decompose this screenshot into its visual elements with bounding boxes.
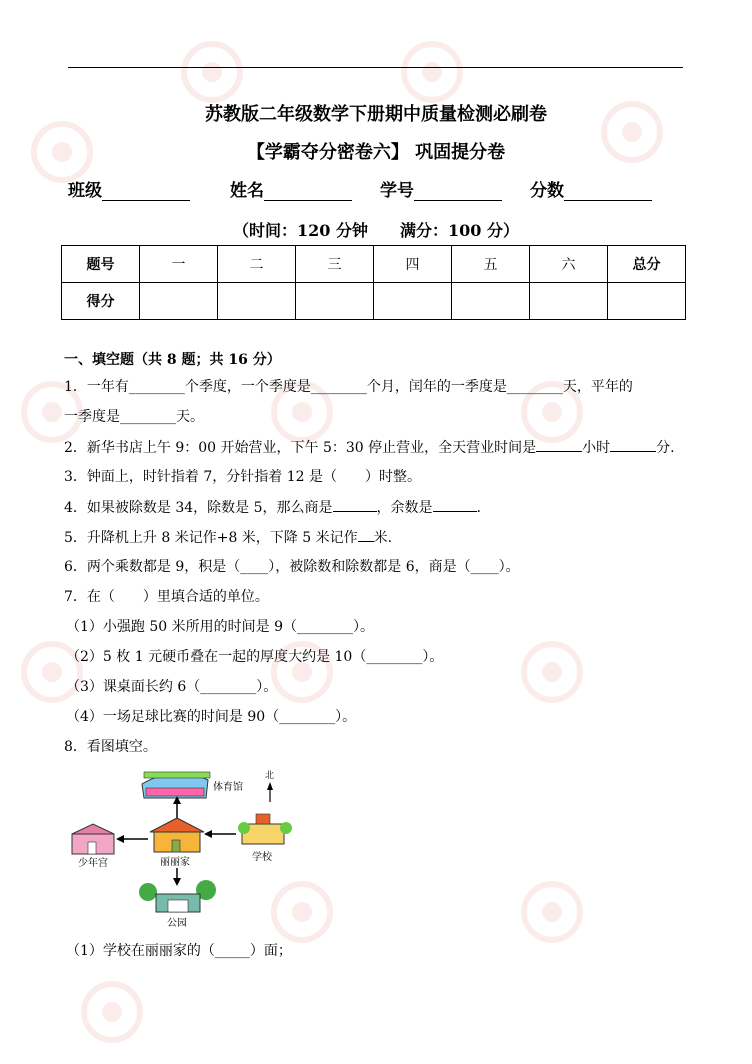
class-field xyxy=(68,176,190,201)
score-cell[interactable] xyxy=(140,283,218,320)
score-label: 分数 xyxy=(530,181,564,201)
header-rule xyxy=(68,67,683,68)
question-1-line-2: 一季度是________天。 xyxy=(64,409,204,425)
page-title: 苏教版二年级数学下册期中质量检测必刷卷 xyxy=(205,104,547,125)
score-table-header-row xyxy=(62,246,686,283)
time-info: （时间：120 分钟 满分：100 分） xyxy=(233,221,519,240)
question-1-line-1: 1．一年有________个季度，一个季度是________个月，闰年的一季度是________天，平年的 xyxy=(64,379,633,395)
answer-blank[interactable] xyxy=(536,437,582,452)
stadium-building-icon xyxy=(142,772,210,798)
question-2 xyxy=(64,437,675,458)
watermark-logo-icon xyxy=(520,640,584,704)
question-8: 8．看图填空。 xyxy=(64,739,157,755)
map-label-school: 学校 xyxy=(252,852,272,863)
name-field xyxy=(230,176,352,201)
watermark-logo-icon xyxy=(180,40,244,104)
question-2-text: 2．新华书店上午 9：00 开始营业，下午 5：30 停止营业，全天营业时间是 xyxy=(64,440,537,456)
score-field xyxy=(530,176,652,201)
question-6: 6．两个乘数都是 9，积是（____），被除数和除数都是 6，商是（____）。 xyxy=(64,559,520,575)
answer-blank[interactable] xyxy=(433,497,477,512)
question-7-2: （2）5 枚 1 元硬币叠在一起的厚度大约是 10（________）。 xyxy=(66,649,444,665)
score-cell[interactable] xyxy=(218,283,296,320)
question-2-unit-min: 分. xyxy=(656,440,675,456)
map-label-home: 丽丽家 xyxy=(160,857,190,868)
question-4-text: 4．如果被除数是 34，除数是 5，那么商是 xyxy=(64,500,333,516)
question-5-text: 5．升降机上升 8 米记作+8 米，下降 5 米记作 xyxy=(64,530,358,546)
answer-blank[interactable] xyxy=(358,527,374,542)
home-building-icon xyxy=(150,818,204,852)
youth-palace-building-icon xyxy=(72,824,114,854)
score-cell[interactable] xyxy=(374,283,452,320)
question-5-end: 米. xyxy=(373,530,393,546)
direction-map-figure xyxy=(66,762,306,932)
score-blank[interactable] xyxy=(564,182,652,201)
name-label: 姓名 xyxy=(230,181,264,201)
map-label-north: 北 xyxy=(265,771,275,781)
score-table-header: 一 xyxy=(140,246,218,283)
score-table-header: 五 xyxy=(452,246,530,283)
map-label-youth-palace: 少年宫 xyxy=(78,858,108,869)
section-heading: 一、填空题（共 8 题；共 16 分） xyxy=(64,352,281,368)
score-table-header: 三 xyxy=(296,246,374,283)
id-field xyxy=(380,176,502,201)
question-7-1: （1）小强跑 50 米所用的时间是 9（________）。 xyxy=(66,619,374,635)
score-cell[interactable] xyxy=(530,283,608,320)
score-row-label: 得分 xyxy=(62,283,140,320)
id-blank[interactable] xyxy=(414,182,502,201)
score-table-header: 四 xyxy=(374,246,452,283)
question-7-4: （4）一场足球比赛的时间是 90（________）。 xyxy=(66,709,357,725)
map-label-stadium: 体育馆 xyxy=(213,782,243,793)
class-label: 班级 xyxy=(68,181,102,201)
question-3: 3．钟面上，时针指着 7，分针指着 12 是（ ）时整。 xyxy=(64,469,421,485)
answer-blank[interactable] xyxy=(610,437,656,452)
score-table-row xyxy=(62,283,686,320)
score-table-header: 二 xyxy=(218,246,296,283)
watermark-logo-icon xyxy=(520,880,584,944)
question-8-1: （1）学校在丽丽家的（_____）面； xyxy=(66,943,292,959)
score-cell[interactable] xyxy=(608,283,686,320)
name-blank[interactable] xyxy=(264,182,352,201)
page-subtitle: 【学霸夺分密卷六】 巩固提分卷 xyxy=(246,142,506,163)
answer-blank[interactable] xyxy=(333,497,377,512)
watermark-logo-icon xyxy=(400,40,464,104)
map-label-park: 公园 xyxy=(167,918,187,929)
score-table-header: 六 xyxy=(530,246,608,283)
question-7: 7．在（ ）里填合适的单位。 xyxy=(64,589,269,605)
score-table xyxy=(61,245,686,320)
school-building-icon xyxy=(238,814,292,844)
class-blank[interactable] xyxy=(102,182,190,201)
question-5 xyxy=(64,527,392,548)
score-table-header: 总分 xyxy=(608,246,686,283)
question-4 xyxy=(64,497,481,518)
score-cell[interactable] xyxy=(452,283,530,320)
question-4-end: . xyxy=(476,500,481,516)
question-7-3: （3）课桌面长约 6（________）。 xyxy=(66,679,278,695)
question-4-text-2: ，余数是 xyxy=(376,500,433,516)
score-cell[interactable] xyxy=(296,283,374,320)
score-table-header: 题号 xyxy=(62,246,140,283)
watermark-logo-icon xyxy=(80,980,144,1044)
question-2-unit-hour: 小时 xyxy=(582,440,611,456)
id-label: 学号 xyxy=(380,181,414,201)
